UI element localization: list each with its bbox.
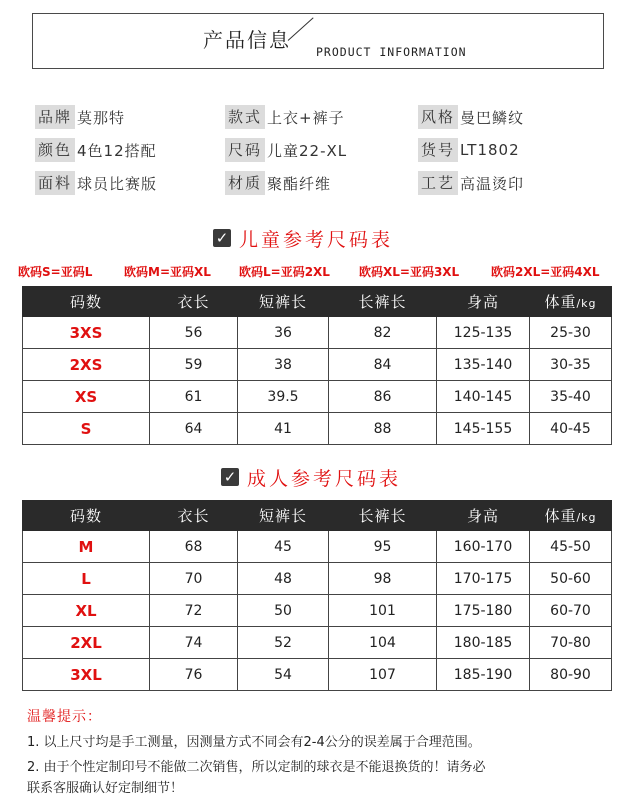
- table-cell: 160-170: [437, 531, 530, 563]
- info-material: [225, 171, 331, 195]
- table-cell: 84: [329, 349, 437, 381]
- table-cell: 80-90: [530, 659, 612, 691]
- page-subtitle: PRODUCT INFORMATION: [316, 45, 467, 59]
- weight-header-label: 体重: [544, 293, 577, 311]
- table-cell: 104: [329, 627, 437, 659]
- column-header: 长裤长: [329, 501, 437, 531]
- adult-size-table: [22, 500, 612, 691]
- kids-section-title: 儿童参考尺码表: [239, 228, 394, 251]
- column-header: 身高: [437, 501, 530, 531]
- table-cell: 74: [150, 627, 238, 659]
- size-cell: M: [23, 531, 150, 563]
- table-cell: 61: [150, 381, 238, 413]
- table-cell: 38: [238, 349, 329, 381]
- info-item-no: [418, 138, 520, 162]
- adult-section-title: 成人参考尺码表: [247, 467, 402, 490]
- info-label: 风格: [418, 105, 458, 129]
- notes-heading: 温馨提示：: [27, 709, 102, 725]
- table-cell: 68: [150, 531, 238, 563]
- info-label: 款式: [225, 105, 265, 129]
- table-cell: 48: [238, 563, 329, 595]
- info-brand: [35, 105, 125, 129]
- table-cell: 82: [329, 317, 437, 349]
- table-cell: 175-180: [437, 595, 530, 627]
- table-cell: 30-35: [530, 349, 612, 381]
- column-header: 身高: [437, 287, 530, 317]
- info-label: 工艺: [418, 171, 458, 195]
- table-cell: 35-40: [530, 381, 612, 413]
- info-label: 材质: [225, 171, 265, 195]
- size-conversion: 欧码L=亚码2XL: [239, 265, 330, 279]
- table-cell: 40-45: [530, 413, 612, 445]
- info-value: 莫那特: [77, 108, 126, 127]
- info-craft: [418, 171, 524, 195]
- column-header: [530, 501, 612, 531]
- table-cell: 39.5: [238, 381, 329, 413]
- kids-size-table: [22, 286, 612, 445]
- size-cell: 2XL: [23, 627, 150, 659]
- table-cell: 86: [329, 381, 437, 413]
- info-label: 颜色: [35, 138, 75, 162]
- info-value: 儿童22-XL: [267, 141, 348, 160]
- adult-section-heading: [221, 463, 401, 491]
- size-cell: XL: [23, 595, 150, 627]
- table-row: [23, 627, 612, 659]
- checkbox-icon: ✓: [213, 229, 231, 247]
- size-conversion: 欧码XL=亚码3XL: [359, 265, 460, 279]
- table-row: [23, 563, 612, 595]
- table-cell: 101: [329, 595, 437, 627]
- table-cell: 70-80: [530, 627, 612, 659]
- table-cell: 140-145: [437, 381, 530, 413]
- kids-section-heading: [213, 224, 393, 252]
- table-cell: 25-30: [530, 317, 612, 349]
- table-cell: 36: [238, 317, 329, 349]
- info-fabric: [35, 171, 157, 195]
- table-header-row: [23, 287, 612, 317]
- table-cell: 56: [150, 317, 238, 349]
- info-value: 高温烫印: [460, 174, 525, 193]
- info-label: 货号: [418, 138, 458, 162]
- size-cell: XS: [23, 381, 150, 413]
- size-conversion: 欧码S=亚码L: [18, 265, 93, 279]
- info-value: 曼巴鳞纹: [460, 108, 525, 127]
- table-cell: 76: [150, 659, 238, 691]
- info-label: 尺码: [225, 138, 265, 162]
- column-header: 衣长: [150, 287, 238, 317]
- info-value: 球员比赛版: [77, 174, 158, 193]
- column-header: 短裤长: [238, 287, 329, 317]
- note-line: 2. 由于个性定制印号不能做二次销售，所以定制的球衣是不能退换货的！请务必: [27, 760, 486, 775]
- table-row: [23, 531, 612, 563]
- size-cell: L: [23, 563, 150, 595]
- table-cell: 64: [150, 413, 238, 445]
- weight-unit: /kg: [576, 511, 597, 524]
- column-header: 衣长: [150, 501, 238, 531]
- size-cell: 3XL: [23, 659, 150, 691]
- table-cell: 98: [329, 563, 437, 595]
- info-design: [418, 105, 524, 129]
- size-cell: S: [23, 413, 150, 445]
- table-cell: 135-140: [437, 349, 530, 381]
- info-value: 4色12搭配: [77, 141, 157, 160]
- table-cell: 45-50: [530, 531, 612, 563]
- table-cell: 41: [238, 413, 329, 445]
- info-value: 上衣+裤子: [267, 108, 345, 127]
- weight-header-label: 体重: [544, 507, 577, 525]
- table-cell: 72: [150, 595, 238, 627]
- table-row: [23, 317, 612, 349]
- table-cell: 60-70: [530, 595, 612, 627]
- table-cell: 107: [329, 659, 437, 691]
- info-value: LT1802: [460, 141, 520, 159]
- table-cell: 88: [329, 413, 437, 445]
- size-cell: 2XS: [23, 349, 150, 381]
- column-header: 码数: [23, 287, 150, 317]
- table-cell: 185-190: [437, 659, 530, 691]
- table-cell: 45: [238, 531, 329, 563]
- table-cell: 59: [150, 349, 238, 381]
- size-conversion: 欧码2XL=亚码4XL: [491, 265, 600, 279]
- table-cell: 54: [238, 659, 329, 691]
- table-header-row: [23, 501, 612, 531]
- column-header: 长裤长: [329, 287, 437, 317]
- table-row: [23, 659, 612, 691]
- table-row: [23, 349, 612, 381]
- table-cell: 125-135: [437, 317, 530, 349]
- header-box: [32, 13, 604, 69]
- size-conversion: 欧码M=亚码XL: [124, 265, 211, 279]
- table-row: [23, 413, 612, 445]
- table-row: [23, 381, 612, 413]
- table-cell: 180-185: [437, 627, 530, 659]
- table-cell: 50: [238, 595, 329, 627]
- weight-unit: /kg: [576, 297, 597, 310]
- note-line: 联系客服确认好定制细节！: [27, 781, 184, 796]
- table-cell: 52: [238, 627, 329, 659]
- info-style: [225, 105, 345, 129]
- table-row: [23, 595, 612, 627]
- note-line: 1. 以上尺寸均是手工测量，因测量方式不同会有2-4公分的误差属于合理范围。: [27, 735, 481, 750]
- size-cell: 3XS: [23, 317, 150, 349]
- info-value: 聚酯纤维: [267, 174, 332, 193]
- info-label: 面料: [35, 171, 75, 195]
- table-cell: 170-175: [437, 563, 530, 595]
- info-color: [35, 138, 157, 162]
- column-header: 码数: [23, 501, 150, 531]
- checkbox-icon: ✓: [221, 468, 239, 486]
- table-cell: 145-155: [437, 413, 530, 445]
- column-header: [530, 287, 612, 317]
- table-cell: 70: [150, 563, 238, 595]
- table-cell: 95: [329, 531, 437, 563]
- info-label: 品牌: [35, 105, 75, 129]
- column-header: 短裤长: [238, 501, 329, 531]
- page-title: 产品信息: [203, 28, 291, 52]
- table-cell: 50-60: [530, 563, 612, 595]
- info-size: [225, 138, 347, 162]
